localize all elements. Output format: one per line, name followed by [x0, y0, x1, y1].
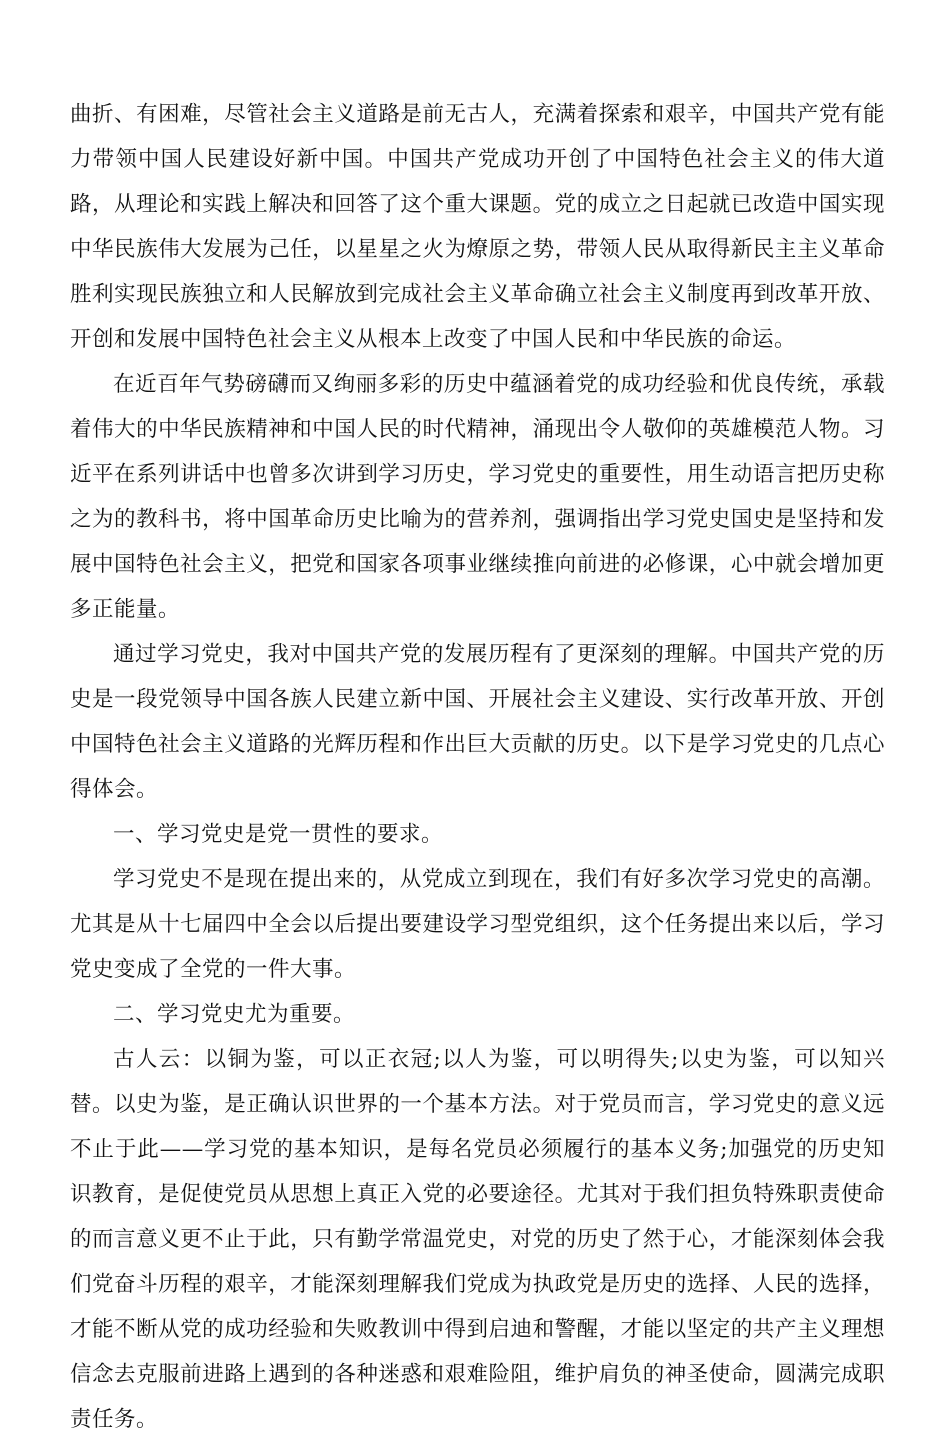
section-heading-two: 二、学习党史尤为重要。 — [113, 1002, 356, 1027]
section-heading-one: 一、学习党史是党一贯性的要求。 — [113, 822, 444, 847]
document-body — [70, 92, 885, 1442]
paragraph-continued: 曲折、有困难，尽管社会主义道路是前无古人，充满着探索和艰辛，中国共产党有能力带领中国人民建设好新中国。中国共产党成功开创了中国特色社会主义的伟大道路，从理论和实践上解决和回答了这个重大课题。党的成立之日起就已改造中国实现中华民族伟大发展为己任，以星星之火为燎原之势，带领人民从取得新民主主义革命胜利实现民族独立和人民解放到完成社会主义革命确立社会主义制度再到改革开放、开创和发展中国特色社会主义从根本上改变了中国人民和中华民族的命运。 — [70, 102, 885, 352]
paragraph-history-tradition: 在近百年气势磅礴而又绚丽多彩的历史中蕴涵着党的成功经验和优良传统，承载着伟大的中华民族精神和中国人民的时代精神，涌现出令人敬仰的英雄模范人物。习近平在系列讲话中也曾多次讲到学习历史，学习党史的重要性，用生动语言把历史称之为的教科书，将中国革命历史比喻为的营养剂，强调指出学习党史国史是坚持和发展中国特色社会主义，把党和国家各项事业继续推向前进的必修课，心中就会增加更多正能量。 — [70, 372, 885, 622]
paragraph-study-understanding: 通过学习党史，我对中国共产党的发展历程有了更深刻的理解。中国共产党的历史是一段党领导中国各族人民建立新中国、开展社会主义建设、实行改革开放、开创中国特色社会主义道路的光辉历程和作出巨大贡献的历史。以下是学习党史的几点心得体会。 — [70, 642, 885, 802]
paragraph-section-one: 学习党史不是现在提出来的，从党成立到现在，我们有好多次学习党史的高潮。尤其是从十七届四中全会以后提出要建设学习型党组织，这个任务提出来以后，学习党史变成了全党的一件大事。 — [70, 867, 885, 982]
paragraph-section-two: 古人云：以铜为鉴，可以正衣冠;以人为鉴，可以明得失;以史为鉴，可以知兴替。以史为鉴，是正确认识世界的一个基本方法。对于党员而言，学习党史的意义远不止于此——学习党的基本知识，是每名党员必须履行的基本义务;加强党的历史知识教育，是促使党员从思想上真正入党的必要途径。尤其对于我们担负特殊职责使命的而言意义更不止于此，只有勤学常温党史，对党的历史了然于心，才能深刻体会我们党奋斗历程的艰辛，才能深刻理解我们党成为执政党是历史的选择、人民的选择，才能不断从党的成功经验和失败教训中得到启迪和警醒，才能以坚定的共产主义理想信念去克服前进路上遇到的各种迷惑和艰难险阻，维护肩负的神圣使命，圆满完成职责任务。 — [70, 1047, 885, 1432]
